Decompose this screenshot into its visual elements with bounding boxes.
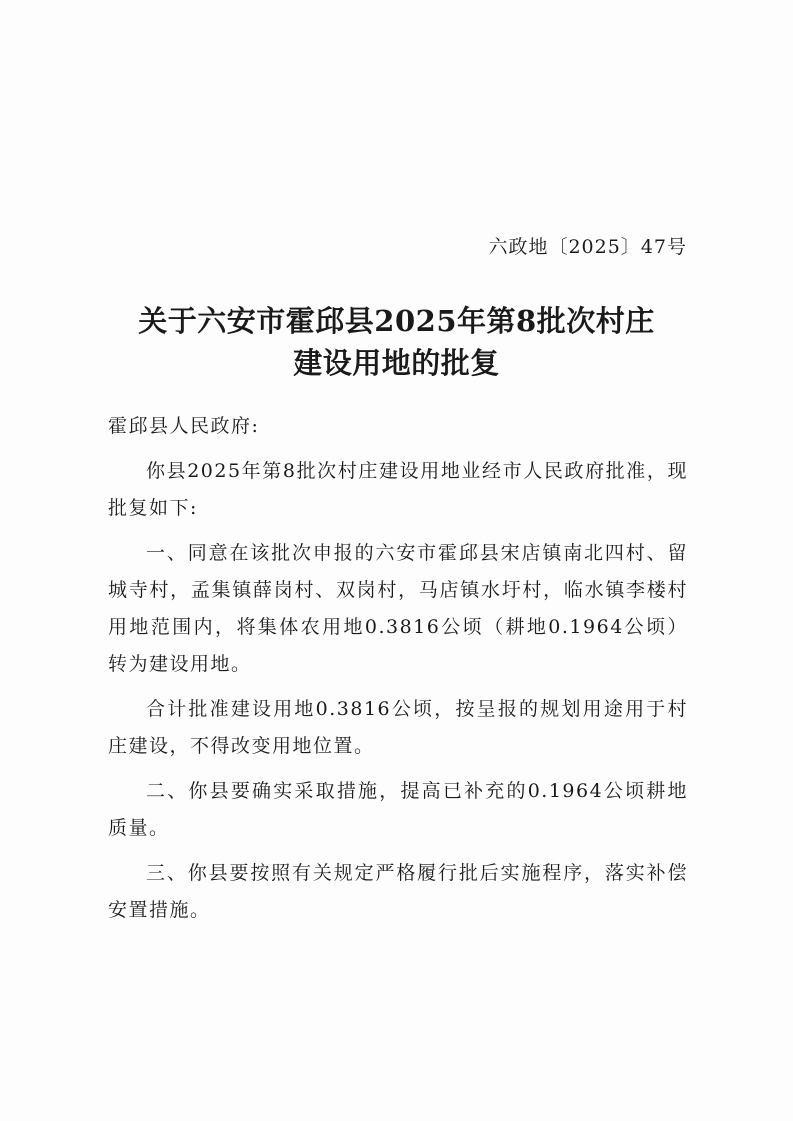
document-number: 六政地〔2025〕47号 [488,236,687,258]
title-line-2: 建设用地的批复 [293,346,500,380]
paragraph-item-2: 二、你县要确实采取措施，提高已补充的0.1964公顷耕地质量。 [108,780,688,839]
salutation: 霍邱县人民政府: [108,415,260,437]
title-line-1: 关于六安市霍邱县2025年第8批次村庄 [138,304,655,338]
document-title [60,300,733,384]
paragraph-item-1: 一、同意在该批次申报的六安市霍邱县宋店镇南北四村、留城寺村，孟集镇薛岗村、双岗村，马店镇水圩村，临水镇李楼村用地范围内，将集体农用地0.3816公顷（耕地0.1964公顷）转为建设用地。 [108,542,688,675]
document-body [108,408,688,937]
paragraph-intro: 你县2025年第8批次村庄建设用地业经市人民政府批准，现批复如下: [108,460,688,519]
paragraph-total: 合计批准建设用地0.3816公顷，按呈报的规划用途用于村庄建设，不得改变用地位置。 [108,698,688,757]
paragraph-item-3: 三、你县要按照有关规定严格履行批后实施程序，落实补偿安置措施。 [108,862,688,921]
